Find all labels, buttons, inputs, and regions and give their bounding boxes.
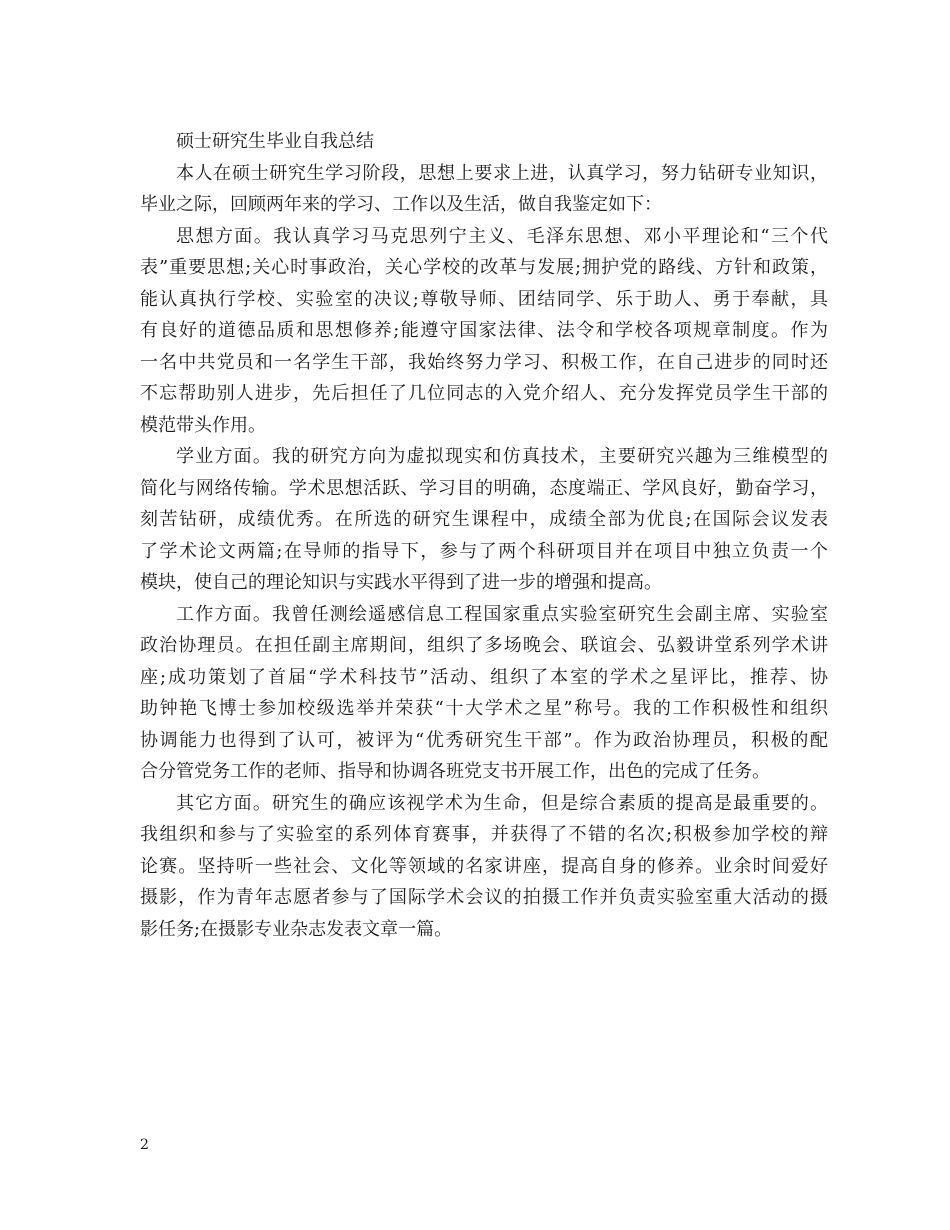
text-line: 不忘帮助别人进步，先后担任了几位同志的入党介绍人、充分发挥党员学生干部的 xyxy=(140,383,828,404)
text-line: 毕业之际，回顾两年来的学习、工作以及生活，做自我鉴定如下： xyxy=(140,194,662,215)
text-line: 工作方面。我曾任测绘遥感信息工程国家重点实验室研究生会副主席、实验室 xyxy=(176,603,828,625)
text-line: 思想方面。我认真学习马克思列宁主义、毛泽东思想、邓小平理论和“三个代 xyxy=(176,225,828,247)
text-line: 摄影，作为青年志愿者参与了国际学术会议的拍摄工作并负责实验室重大活动的摄 xyxy=(140,887,828,908)
text-line: 论赛。坚持听一些社会、文化等领域的名家讲座，提高自身的修养。业余时间爱好 xyxy=(140,855,828,877)
text-line: 影任务;在摄影专业杂志发表文章一篇。 xyxy=(140,918,453,940)
page-number: 2 xyxy=(140,1137,149,1153)
text-line: 政治协理员。在担任副主席期间，组织了多场晚会、联谊会、弘毅讲堂系列学术讲 xyxy=(140,635,828,656)
text-line: 我组织和参与了实验室的系列体育赛事，并获得了不错的名次;积极参加学校的辩 xyxy=(140,824,828,845)
document-body xyxy=(140,126,828,945)
text-line: 刻苦钻研，成绩优秀。在所选的研究生课程中，成绩全部为优良;在国际会议发表 xyxy=(140,509,828,530)
paragraph-5 xyxy=(140,788,828,946)
text-line: 有良好的道德品质和思想修养;能遵守国家法律、法令和学校各项规章制度。作为 xyxy=(140,320,828,341)
paragraph-4 xyxy=(140,599,828,788)
text-line: 其它方面。研究生的确应该视学术为生命，但是综合素质的提高是最重要的。 xyxy=(176,792,828,814)
text-line: 合分管党务工作的老师、指导和协调各班党支书开展工作，出色的完成了任务。 xyxy=(140,761,770,782)
text-line: 简化与网络传输。学术思想活跃、学习目的明确，态度端正、学风良好，勤奋学习， xyxy=(140,477,828,499)
paragraph-2 xyxy=(140,221,828,442)
text-line: 助钟艳飞博士参加校级选举并荣获“十大学术之星”称号。我的工作积极性和组织 xyxy=(140,698,828,719)
text-line: 模范带头作用。 xyxy=(140,414,266,436)
text-line: 了学术论文两篇;在导师的指导下，参与了两个科研项目并在项目中独立负责一个 xyxy=(140,540,828,562)
paragraph-list xyxy=(140,158,828,946)
text-line: 协调能力也得到了认可，被评为“优秀研究生干部”。作为政治协理员，积极的配 xyxy=(140,729,828,751)
document-title: 硕士研究生毕业自我总结 xyxy=(176,131,374,152)
text-line: 座;成功策划了首届“学术科技节”活动、组织了本室的学术之星评比，推荐、协 xyxy=(140,666,828,688)
text-line: 一名中共党员和一名学生干部，我始终努力学习、积极工作，在自己进步的同时还 xyxy=(140,351,828,373)
text-line: 本人在硕士研究生学习阶段，思想上要求上进，认真学习，努力钻研专业知识， xyxy=(176,162,828,184)
text-line: 模块，使自己的理论知识与实践水平得到了进一步的增强和提高。 xyxy=(140,572,662,593)
paragraph-1 xyxy=(140,158,828,221)
text-line: 表”重要思想;关心时事政治，关心学校的改革与发展;拥护党的路线、方针和政策， xyxy=(140,257,828,278)
text-line: 能认真执行学校、实验室的决议;尊敬导师、团结同学、乐于助人、勇于奉献，具 xyxy=(140,288,828,310)
text-line: 学业方面。我的研究方向为虚拟现实和仿真技术，主要研究兴趣为三维模型的 xyxy=(176,446,828,467)
paragraph-3 xyxy=(140,441,828,599)
